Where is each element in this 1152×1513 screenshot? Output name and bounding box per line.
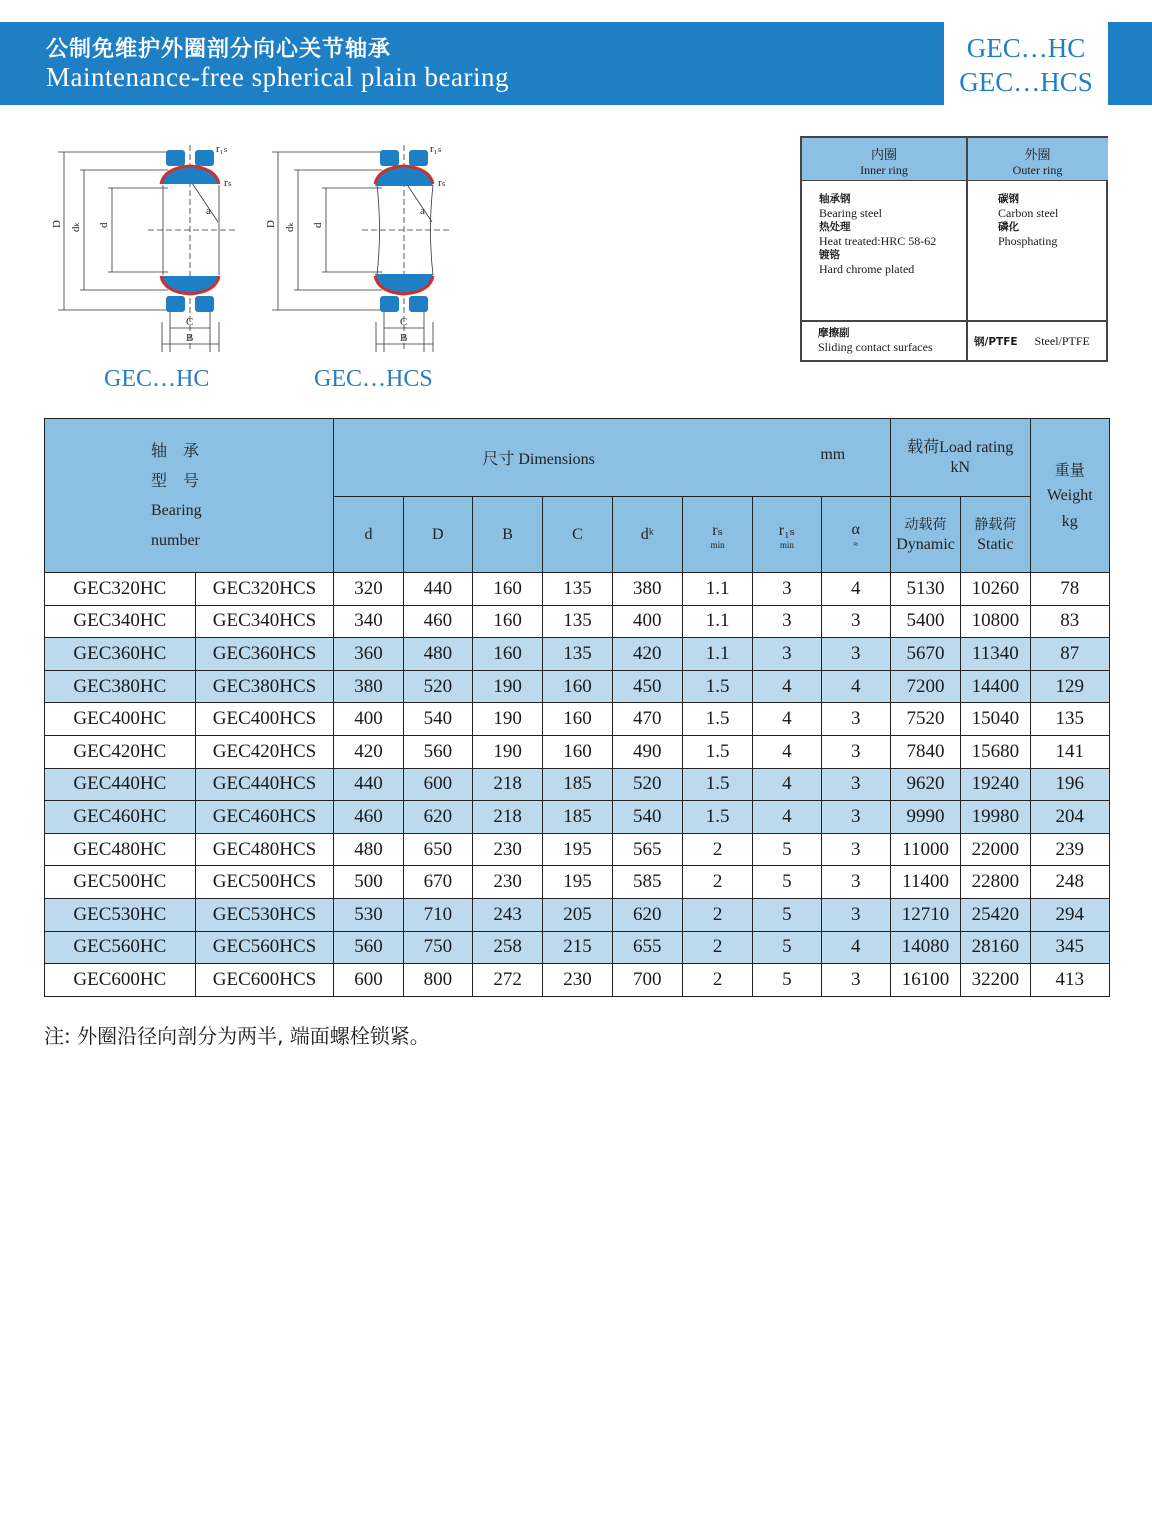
- diagram-label-C: C: [400, 316, 408, 328]
- table-cell: 10800: [961, 605, 1030, 638]
- table-cell: 565: [612, 833, 682, 866]
- material-line: Hard chrome plated: [819, 262, 915, 276]
- diagram-caption-hcs: GEC…HCS: [314, 366, 433, 392]
- materials-table: [800, 136, 1108, 362]
- diagram-label-d: d: [312, 222, 324, 228]
- table-cell: 710: [403, 898, 472, 931]
- table-cell: 2: [682, 833, 752, 866]
- table-cell: 3: [821, 735, 890, 768]
- diagram-label-C: C: [186, 316, 194, 328]
- table-cell: 4: [753, 768, 821, 801]
- bearing-section-bottom: [161, 276, 219, 312]
- table-cell: 500: [334, 866, 403, 899]
- table-cell: 470: [612, 703, 682, 736]
- diagram-label-d: d: [98, 222, 110, 228]
- diagram-label-dk: dₖ: [70, 221, 82, 232]
- table-cell: 400: [334, 703, 403, 736]
- table-cell: 670: [403, 866, 472, 899]
- table-cell: 750: [403, 931, 472, 964]
- material-line: 碳钢: [998, 193, 1019, 205]
- table-cell: 3: [753, 638, 821, 671]
- bearing-number-cell: GEC320HC: [45, 573, 196, 606]
- col-r1s: [753, 497, 821, 573]
- diagram-label-r1s: r₁ₛ: [216, 143, 228, 155]
- series-code-hcs: GEC…HCS: [959, 67, 1093, 97]
- table-cell: 190: [472, 735, 542, 768]
- table-cell: 1.1: [682, 605, 752, 638]
- bearing-number-cell: GEC400HC: [45, 703, 196, 736]
- weight-zh: 重量: [1054, 460, 1085, 479]
- table-cell: 11340: [961, 638, 1030, 671]
- table-cell: 19980: [961, 801, 1030, 834]
- inner-ring-en: Inner ring: [860, 163, 908, 177]
- table-cell: 320: [334, 573, 403, 606]
- table-cell: 620: [403, 801, 472, 834]
- diagram-label-a: a: [420, 205, 425, 217]
- table-cell: 141: [1030, 735, 1109, 768]
- col-dynamic-zh: 动载荷: [904, 516, 947, 533]
- table-cell: 4: [753, 703, 821, 736]
- table-cell: 420: [334, 735, 403, 768]
- table-cell: 440: [403, 573, 472, 606]
- table-cell: 196: [1030, 768, 1109, 801]
- diagram-label-D: D: [265, 220, 277, 228]
- dimensions-unit: mm: [820, 446, 846, 463]
- table-cell: 460: [403, 605, 472, 638]
- table-row: [45, 573, 1110, 606]
- table-cell: 258: [472, 931, 542, 964]
- col-D: D: [403, 497, 472, 573]
- table-cell: 600: [334, 964, 403, 997]
- material-line: Heat treated:HRC 58-62: [819, 234, 937, 248]
- material-line: Bearing steel: [819, 206, 882, 220]
- outer-ring-materials: [998, 192, 1058, 248]
- table-cell: 4: [821, 573, 890, 606]
- table-cell: 215: [543, 931, 612, 964]
- table-cell: 480: [403, 638, 472, 671]
- col-B: B: [472, 497, 542, 573]
- table-cell: 480: [334, 833, 403, 866]
- table-cell: 25420: [961, 898, 1030, 931]
- bearing-section-bottom: [375, 274, 433, 312]
- page-title-zh: 公制免维护外圈剖分向心关节轴承: [46, 37, 392, 62]
- table-cell: 7520: [890, 703, 960, 736]
- table-cell: 5400: [890, 605, 960, 638]
- table-cell: 380: [334, 670, 403, 703]
- table-cell: 2: [682, 898, 752, 931]
- table-cell: 420: [612, 638, 682, 671]
- bearing-number-cell: GEC420HC: [45, 735, 196, 768]
- table-cell: 9990: [890, 801, 960, 834]
- table-cell: 135: [543, 605, 612, 638]
- load-rating-label: 载荷Load rating: [907, 438, 1014, 456]
- bearing-number-cell: GEC560HCS: [195, 931, 334, 964]
- outer-ring-en: Outer ring: [1012, 163, 1063, 177]
- table-cell: 520: [612, 768, 682, 801]
- table-cell: 3: [821, 833, 890, 866]
- header-banner: [0, 22, 944, 105]
- col-static-zh: 静载荷: [974, 516, 1017, 533]
- table-cell: 1.1: [682, 573, 752, 606]
- table-cell: 195: [543, 833, 612, 866]
- diagram-gec-hc: [48, 140, 248, 355]
- series-codes: [944, 22, 1108, 105]
- diagram-caption-hc: GEC…HC: [104, 366, 210, 392]
- table-cell: 3: [821, 703, 890, 736]
- bearing-en-1: Bearing: [151, 501, 202, 519]
- col-C: C: [543, 497, 612, 573]
- table-cell: 520: [403, 670, 472, 703]
- bearing-number-header: [45, 419, 334, 573]
- table-cell: 4: [753, 735, 821, 768]
- table-cell: 160: [543, 703, 612, 736]
- bearing-number-cell: GEC380HC: [45, 670, 196, 703]
- table-cell: 1.1: [682, 638, 752, 671]
- table-cell: 2: [682, 964, 752, 997]
- table-cell: 5: [753, 898, 821, 931]
- table-cell: 560: [403, 735, 472, 768]
- diagram-label-dk: dₖ: [284, 221, 296, 232]
- bearing-number-cell: GEC380HCS: [195, 670, 334, 703]
- table-cell: 3: [821, 768, 890, 801]
- table-cell: 2: [682, 866, 752, 899]
- bearing-number-cell: GEC420HCS: [195, 735, 334, 768]
- table-cell: 230: [472, 866, 542, 899]
- load-rating-unit: kN: [950, 458, 970, 476]
- table-cell: 15040: [961, 703, 1030, 736]
- col-alpha: [821, 497, 890, 573]
- table-cell: 205: [543, 898, 612, 931]
- sliding-value-zh: 钢/PTFE: [974, 336, 1018, 348]
- table-cell: 2: [682, 931, 752, 964]
- table-cell: 160: [543, 670, 612, 703]
- table-cell: 78: [1030, 573, 1109, 606]
- table-row: [45, 964, 1110, 997]
- table-cell: 10260: [961, 573, 1030, 606]
- bearing-zh-1: 轴 承: [151, 440, 200, 460]
- bearing-number-cell: GEC600HCS: [195, 964, 334, 997]
- table-cell: 243: [472, 898, 542, 931]
- table-cell: 450: [612, 670, 682, 703]
- diagram-label-rs: rₛ: [224, 177, 232, 189]
- table-cell: 129: [1030, 670, 1109, 703]
- table-cell: 204: [1030, 801, 1109, 834]
- table-cell: 248: [1030, 866, 1109, 899]
- sliding-value-en: Steel/PTFE: [1034, 334, 1090, 348]
- table-cell: 585: [612, 866, 682, 899]
- bearing-number-cell: GEC530HCS: [195, 898, 334, 931]
- table-cell: 380: [612, 573, 682, 606]
- table-cell: 5: [753, 931, 821, 964]
- table-cell: 218: [472, 768, 542, 801]
- table-cell: 218: [472, 801, 542, 834]
- table-cell: 87: [1030, 638, 1109, 671]
- table-cell: 3: [821, 866, 890, 899]
- table-cell: 600: [403, 768, 472, 801]
- table-row: [45, 833, 1110, 866]
- table-cell: 655: [612, 931, 682, 964]
- bearing-number-cell: GEC340HCS: [195, 605, 334, 638]
- table-cell: 440: [334, 768, 403, 801]
- table-cell: 1.5: [682, 801, 752, 834]
- bearing-number-cell: GEC440HCS: [195, 768, 334, 801]
- table-cell: 560: [334, 931, 403, 964]
- table-cell: 1.5: [682, 670, 752, 703]
- table-cell: 4: [821, 931, 890, 964]
- col-rs: [682, 497, 752, 573]
- bearing-number-cell: GEC530HC: [45, 898, 196, 931]
- table-cell: 3: [821, 964, 890, 997]
- table-cell: 490: [612, 735, 682, 768]
- table-cell: 19240: [961, 768, 1030, 801]
- sliding-surface-label: [818, 326, 933, 354]
- diagram-label-D: D: [51, 220, 63, 228]
- table-cell: 14080: [890, 931, 960, 964]
- table-cell: 185: [543, 768, 612, 801]
- table-cell: 530: [334, 898, 403, 931]
- table-cell: 7840: [890, 735, 960, 768]
- table-cell: 11400: [890, 866, 960, 899]
- table-row: [45, 670, 1110, 703]
- table-cell: 14400: [961, 670, 1030, 703]
- bearing-number-cell: GEC480HC: [45, 833, 196, 866]
- sliding-en: Sliding contact surfaces: [818, 340, 933, 354]
- diagram-gec-hcs: [262, 140, 462, 355]
- table-cell: 5: [753, 833, 821, 866]
- table-row: [45, 898, 1110, 931]
- corner-tab: [1108, 22, 1152, 105]
- bearing-zh-2: 型 号: [151, 470, 200, 490]
- bearing-number-cell: GEC600HC: [45, 964, 196, 997]
- table-cell: 135: [543, 573, 612, 606]
- inner-ring-zh: 内圈: [870, 148, 897, 163]
- bearing-number-cell: GEC460HC: [45, 801, 196, 834]
- table-cell: 135: [543, 638, 612, 671]
- dimensions-header: [334, 419, 891, 497]
- col-static: [961, 497, 1030, 573]
- col-r1s-label: r₁ₛ: [778, 521, 796, 539]
- table-row: [45, 605, 1110, 638]
- table-header-row: [45, 419, 1110, 497]
- col-dk: dᵏ: [612, 497, 682, 573]
- bearing-number-cell: GEC460HCS: [195, 801, 334, 834]
- table-cell: 540: [403, 703, 472, 736]
- table-cell: 1.5: [682, 768, 752, 801]
- material-line: 热处理: [819, 221, 851, 233]
- series-code-hc: GEC…HC: [966, 33, 1086, 63]
- table-cell: 160: [472, 605, 542, 638]
- table-cell: 360: [334, 638, 403, 671]
- table-row: [45, 931, 1110, 964]
- col-alpha-sub: ≈: [853, 538, 859, 549]
- material-line: Phosphating: [998, 234, 1058, 248]
- table-row: [45, 703, 1110, 736]
- table-cell: 400: [612, 605, 682, 638]
- table-cell: 540: [612, 801, 682, 834]
- bearing-number-cell: GEC500HC: [45, 866, 196, 899]
- bearing-en-2: number: [151, 531, 200, 549]
- table-cell: 32200: [961, 964, 1030, 997]
- table-cell: 340: [334, 605, 403, 638]
- table-cell: 294: [1030, 898, 1109, 931]
- table-cell: 1.5: [682, 703, 752, 736]
- table-cell: 22800: [961, 866, 1030, 899]
- inner-ring-materials: [819, 192, 936, 276]
- table-cell: 5: [753, 964, 821, 997]
- bearing-number-cell: GEC480HCS: [195, 833, 334, 866]
- table-cell: 239: [1030, 833, 1109, 866]
- table-cell: 650: [403, 833, 472, 866]
- table-cell: 3: [821, 605, 890, 638]
- table-cell: 135: [1030, 703, 1109, 736]
- outer-ring-header: [967, 138, 1108, 181]
- table-row: [45, 735, 1110, 768]
- sliding-surface-value: [974, 334, 1090, 349]
- col-rs-label: rₛ: [712, 521, 723, 539]
- col-static-en: Static: [977, 535, 1014, 553]
- table-cell: 11000: [890, 833, 960, 866]
- bearing-number-cell: GEC500HCS: [195, 866, 334, 899]
- col-dynamic: [890, 497, 960, 573]
- table-row: [45, 866, 1110, 899]
- table-row: [45, 801, 1110, 834]
- bearing-number-cell: GEC340HC: [45, 605, 196, 638]
- table-row: [45, 638, 1110, 671]
- col-dynamic-en: Dynamic: [896, 535, 955, 553]
- table-cell: 5670: [890, 638, 960, 671]
- table-cell: 4: [821, 670, 890, 703]
- table-cell: 15680: [961, 735, 1030, 768]
- table-cell: 22000: [961, 833, 1030, 866]
- table-cell: 185: [543, 801, 612, 834]
- col-alpha-label: α: [851, 520, 860, 538]
- table-cell: 800: [403, 964, 472, 997]
- table-cell: 413: [1030, 964, 1109, 997]
- table-cell: 3: [821, 898, 890, 931]
- table-cell: 9620: [890, 768, 960, 801]
- weight-unit: kg: [1061, 512, 1078, 530]
- table-cell: 460: [334, 801, 403, 834]
- bearing-number-cell: GEC360HCS: [195, 638, 334, 671]
- table-cell: 3: [821, 801, 890, 834]
- table-cell: 160: [472, 638, 542, 671]
- spec-table: [44, 418, 1110, 997]
- table-cell: 272: [472, 964, 542, 997]
- bearing-number-cell: GEC560HC: [45, 931, 196, 964]
- table-row: [45, 768, 1110, 801]
- col-rs-sub: min: [710, 539, 725, 550]
- dimensions-label: 尺寸 Dimensions: [482, 451, 595, 468]
- table-cell: 190: [472, 703, 542, 736]
- table-cell: 195: [543, 866, 612, 899]
- col-d: d: [334, 497, 403, 573]
- table-cell: 28160: [961, 931, 1030, 964]
- table-cell: 4: [753, 801, 821, 834]
- bearing-number-cell: GEC400HCS: [195, 703, 334, 736]
- sliding-zh: 摩擦副: [818, 327, 850, 339]
- diagram-label-a: a: [206, 205, 211, 217]
- table-cell: 3: [753, 605, 821, 638]
- table-cell: 83: [1030, 605, 1109, 638]
- load-rating-header: [890, 419, 1030, 497]
- table-cell: 230: [472, 833, 542, 866]
- material-line: 镀铬: [819, 249, 840, 261]
- table-cell: 160: [543, 735, 612, 768]
- table-cell: 230: [543, 964, 612, 997]
- table-cell: 160: [472, 573, 542, 606]
- table-cell: 12710: [890, 898, 960, 931]
- table-cell: 620: [612, 898, 682, 931]
- footnote: 注: 外圈沿径向剖分为两半, 端面螺栓锁紧。: [44, 1024, 430, 1048]
- bearing-number-cell: GEC440HC: [45, 768, 196, 801]
- table-cell: 190: [472, 670, 542, 703]
- table-cell: 5: [753, 866, 821, 899]
- table-cell: 4: [753, 670, 821, 703]
- table-cell: 3: [821, 638, 890, 671]
- table-cell: 16100: [890, 964, 960, 997]
- diagram-label-r1s: r₁ₛ: [430, 143, 442, 155]
- material-line: 轴承钢: [819, 193, 851, 205]
- weight-header: [1030, 419, 1109, 573]
- table-cell: 5130: [890, 573, 960, 606]
- col-r1s-sub: min: [779, 539, 794, 550]
- bearing-number-cell: GEC320HCS: [195, 573, 334, 606]
- weight-en: Weight: [1046, 486, 1093, 504]
- table-cell: 3: [753, 573, 821, 606]
- bearing-number-cell: GEC360HC: [45, 638, 196, 671]
- material-line: 磷化: [998, 221, 1019, 233]
- inner-ring-header: [802, 138, 966, 181]
- diagram-label-B: B: [186, 332, 194, 344]
- table-cell: 700: [612, 964, 682, 997]
- table-cell: 1.5: [682, 735, 752, 768]
- diagram-label-B: B: [400, 332, 408, 344]
- material-line: Carbon steel: [998, 206, 1059, 220]
- table-cell: 345: [1030, 931, 1109, 964]
- diagram-label-rs: rₛ: [438, 177, 446, 189]
- page-title-en: Maintenance-free spherical plain bearing: [46, 62, 510, 92]
- table-cell: 7200: [890, 670, 960, 703]
- outer-ring-zh: 外圈: [1024, 148, 1051, 163]
